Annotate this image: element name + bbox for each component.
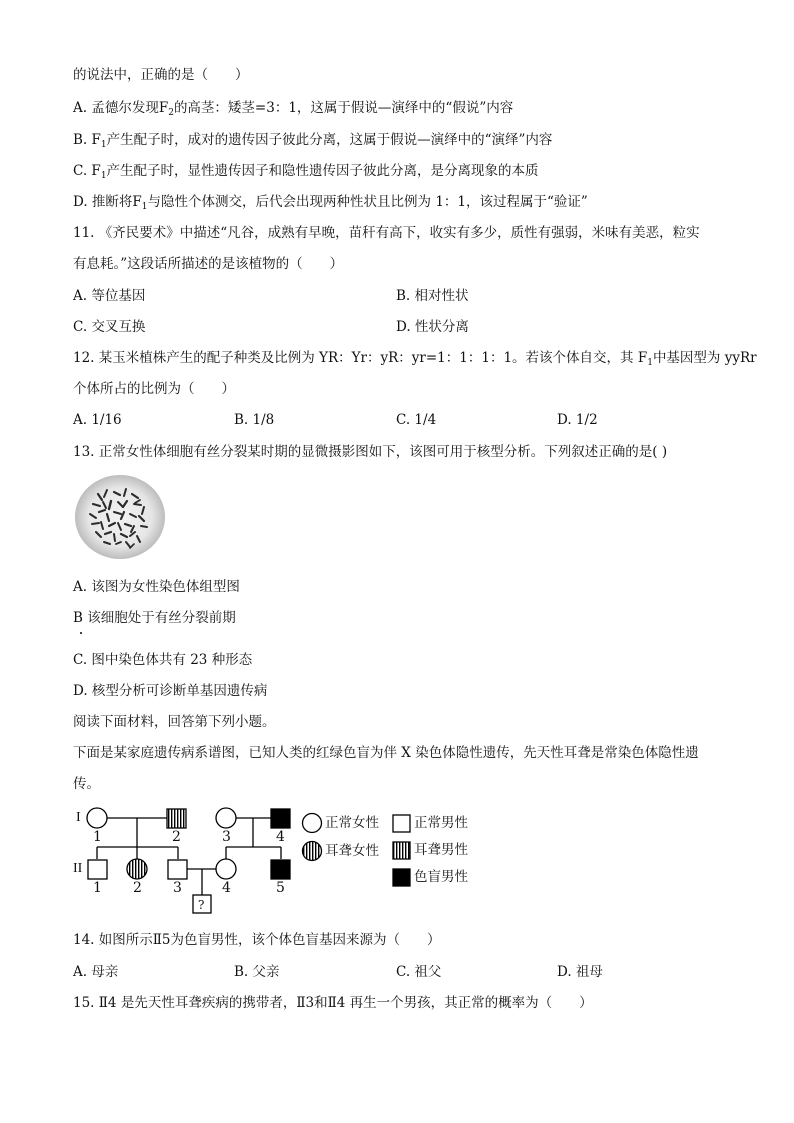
ii5-colorblind-male xyxy=(271,860,290,879)
legend-normal-female: 正常女性 xyxy=(325,815,379,831)
q13-option-d: D. 核型分析可诊断单基因遗传病 xyxy=(73,683,268,699)
q14-option-c: C. 祖父 xyxy=(396,964,442,980)
q12-option-b: B. 1/8 xyxy=(234,412,275,428)
q12-option-c: C. 1/4 xyxy=(396,412,437,428)
q14-option-b: B. 父亲 xyxy=(234,964,280,980)
generation-ii-label: II xyxy=(73,861,83,876)
unknown-mark: ? xyxy=(198,898,205,912)
q11-option-c: C. 交叉互换 xyxy=(73,319,146,335)
ii2-number: 2 xyxy=(133,880,142,896)
i1-normal-female xyxy=(87,808,107,828)
i1-number: 1 xyxy=(93,829,102,845)
ii3-number: 3 xyxy=(173,880,182,896)
i2-number: 2 xyxy=(172,829,181,845)
ii1-normal-male xyxy=(88,860,107,879)
q12-stem-line2: 个体所占的比例为（ ） xyxy=(73,381,235,397)
legend-colorblind-male-icon xyxy=(393,869,410,886)
material-intro: 阅读下面材料，回答第下列小题。 xyxy=(73,714,276,730)
q13-stem: 13. 正常女性体细胞有丝分裂某时期的显微摄影图如下，该图可用于核型分析。下列叙述正确的是( ) xyxy=(73,444,668,460)
q12-stem-line1: 12. 某玉米植株产生的配子种类及比例为 YR：Yr：yR：yr=1：1：1：1。若该个体自交，其 $F_1$中基因型为 yyRr xyxy=(73,350,757,368)
i3-number: 3 xyxy=(222,829,231,845)
q11-option-d: D. 性状分离 xyxy=(396,319,469,335)
q14-option-d: D. 祖母 xyxy=(557,964,603,980)
q13-option-b: B 该细胞处于有丝分裂前期 xyxy=(73,610,236,626)
material-line2: 传。 xyxy=(73,776,100,792)
q13-option-c: C. 图中染色体共有 23 种形态 xyxy=(73,652,253,668)
q11-stem-line2: 有息耗。”这段话所描述的是该植物的（ ） xyxy=(73,256,344,272)
q15-stem: 15. Ⅱ4 是先天性耳聋疾病的携带者，Ⅱ3和Ⅱ4 再生一个男孩，其正常的概率为（ ） xyxy=(73,995,593,1011)
q11-stem-line1: 11. 《齐民要术》中描述“凡谷，成熟有早晚，苗秆有高下，收实有多少，质性有强弱，米味有美恶，粒实 xyxy=(73,225,700,241)
q11-option-a: A. 等位基因 xyxy=(73,288,146,304)
q12-option-d: D. 1/2 xyxy=(557,412,598,428)
ii5-number: 5 xyxy=(276,880,285,896)
i2-deaf-male xyxy=(167,809,186,828)
legend-normal-female-icon xyxy=(303,814,322,833)
q10-option-d: D. 推断将$F_1$与隐性个体测交，后代会出现两种性状且比例为 1：1，该过程属于“验证” xyxy=(73,194,588,212)
q10-option-c: C. $F_1$产生配子时，显性遗传因子和隐性遗传因子彼此分离，是分离现象的本质 xyxy=(73,163,539,181)
q10-option-a: A. 孟德尔发现$F_2$的高茎：矮茎=3：1，这属于假说—演绎中的“假说”内容 xyxy=(73,100,514,118)
q11-option-b: B. 相对性状 xyxy=(396,288,469,304)
ii2-deaf-female xyxy=(127,859,147,879)
q12-option-a: A. 1/16 xyxy=(73,412,122,428)
ii1-number: 1 xyxy=(93,880,102,896)
q10-stem-tail: 的说法中，正确的是（ ） xyxy=(73,67,249,83)
i3-normal-female xyxy=(216,808,236,828)
legend-deaf-male-icon xyxy=(393,842,410,859)
legend-normal-male: 正常男性 xyxy=(414,815,468,831)
generation-i-label: I xyxy=(76,810,81,825)
material-line1: 下面是某家庭遗传病系谱图，已知人类的红绿色盲为伴 X 染色体隐性遗传，先天性耳聋是常染色体隐性遗 xyxy=(73,745,699,761)
i4-number: 4 xyxy=(276,829,285,845)
legend-colorblind-male: 色盲男性 xyxy=(414,869,468,885)
legend-normal-male-icon xyxy=(393,815,410,832)
q14-stem: 14. 如图所示Ⅱ5为色盲男性，该个体色盲基因来源为（ ） xyxy=(73,932,441,948)
legend-deaf-female-icon xyxy=(303,842,322,861)
ii4-normal-female xyxy=(216,859,236,879)
ii3-normal-male xyxy=(168,860,187,879)
q13-option-a: A. 该图为女性染色体组型图 xyxy=(73,579,240,595)
q10-option-b: B. $F_1$产生配子时，成对的遗传因子彼此分离，这属于假说—演绎中的“演绎”内容 xyxy=(73,132,553,150)
q14-option-a: A. 母亲 xyxy=(73,964,119,980)
legend-deaf-male: 耳聋男性 xyxy=(414,842,468,858)
i4-colorblind-male xyxy=(271,809,290,828)
legend-deaf-female: 耳聋女性 xyxy=(325,843,379,859)
ii4-number: 4 xyxy=(222,880,231,896)
